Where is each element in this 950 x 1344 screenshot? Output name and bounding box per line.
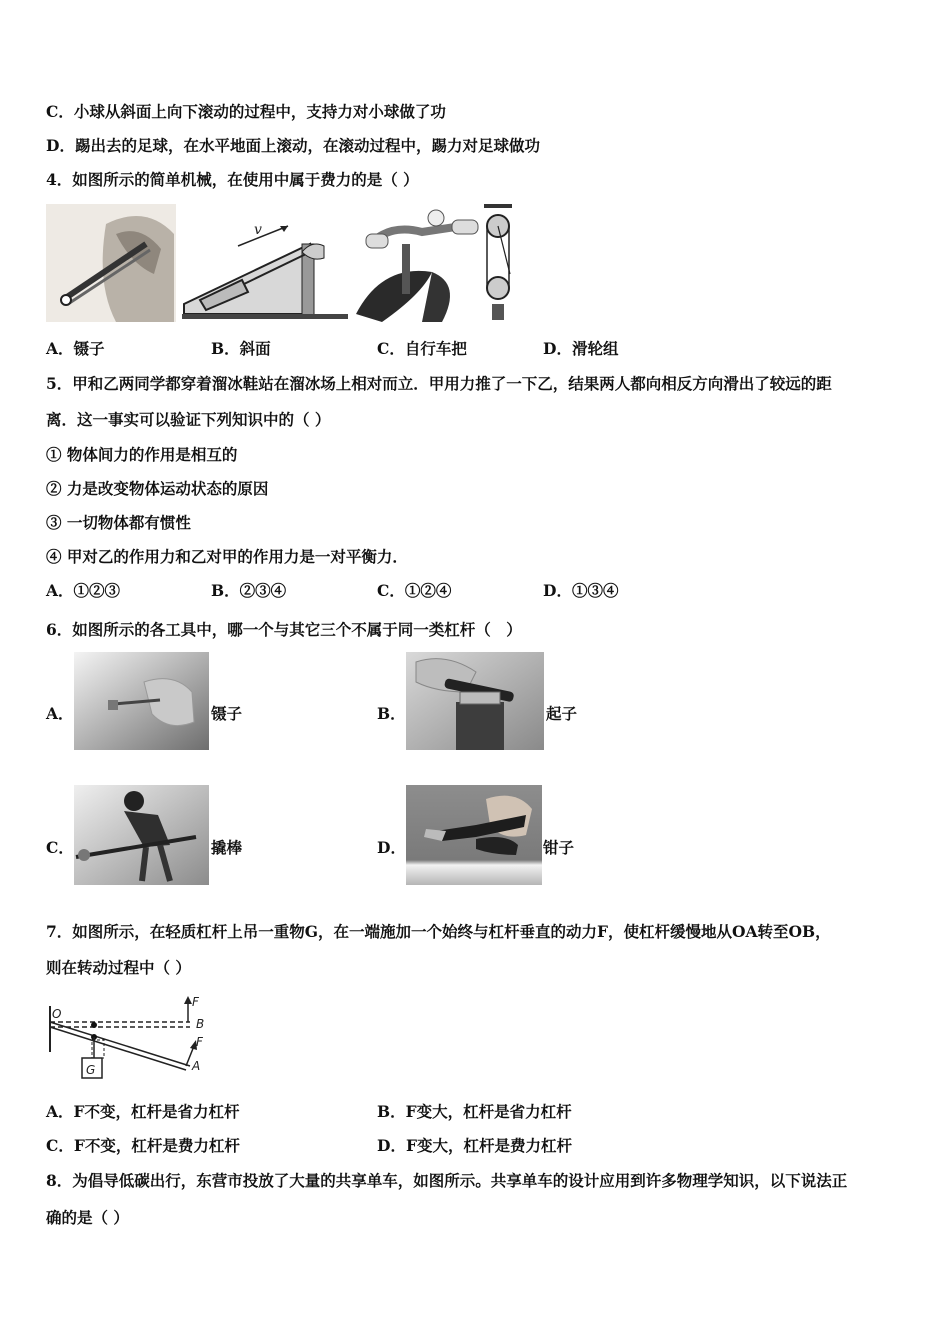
q5-option-d: D．①③④ [543,581,619,600]
q6-option-d-letter: D． [377,838,406,857]
q5-statement-4: ④ 甲对乙的作用力和乙对甲的作用力是一对平衡力． [46,547,408,566]
q6-option-b-name: 起子 [546,704,578,723]
q3-option-d: D．踢出去的足球，在水平地面上滚动，在滚动过程中，踢力对足球做功 [46,136,540,155]
q3-option-c: C．小球从斜面上向下滚动的过程中，支持力对小球做了功 [46,102,446,121]
force-f-label-top: F [192,995,199,1009]
q6-pliers-photo [406,785,542,885]
q8-stem-line1: 8．为倡导低碳出行，东营市投放了大量的共享单车，如图所示。共享单车的设计应用到许多物理学知识，以下说法正 [46,1171,848,1190]
q6-tweezers-photo [74,652,209,750]
q6-option-a-letter: A． [46,704,74,723]
q4-option-d: D．滑轮组 [543,339,619,358]
q6-option-c-name: 撬棒 [211,838,243,857]
tweezers-image [46,204,176,322]
bike-handle-image [352,204,482,322]
q7-option-d: D．F变大，杠杆是费力杠杆 [377,1136,572,1155]
point-a-label: A [192,1059,201,1073]
point-b-label: B [196,1017,205,1031]
q5-option-a: A．①②③ [46,581,121,600]
lever-diagram [46,994,212,1082]
q5-stem-line1: 5．甲和乙两同学都穿着溜冰鞋站在溜冰场上相对而立．甲用力推了一下乙，结果两人都向相反方向滑出了较远的距 [46,374,832,393]
point-o-label: O [52,1007,62,1021]
q5-statement-1: ① 物体间力的作用是相互的 [46,445,238,464]
q6-crowbar-photo [74,785,209,885]
q4-option-b: B．斜面 [211,339,271,358]
q5-option-b: B．②③④ [211,581,287,600]
q6-option-d-name: 钳子 [543,838,575,857]
velocity-label: v [254,222,262,238]
q6-option-b-letter: B． [377,704,406,723]
q6-opener-photo [406,652,544,750]
q7-option-a: A．F不变，杠杆是省力杠杆 [46,1102,240,1121]
q5-statement-2: ② 力是改变物体运动状态的原因 [46,479,269,498]
q5-statement-3: ③ 一切物体都有惯性 [46,513,191,532]
q4-option-c: C．自行车把 [377,339,467,358]
q7-option-c: C．F不变，杠杆是费力杠杆 [46,1136,240,1155]
q5-stem-line2: 离．这一事实可以验证下列知识中的（ ） [46,410,331,429]
q7-stem-line1: 7．如图所示，在轻质杠杆上吊一重物G，在一端施加一个始终与杠杆垂直的动力F，使杠杆缓慢地从OA转至OB， [46,922,831,941]
pulley-image [480,204,516,322]
q5-option-c: C．①②④ [377,581,452,600]
q6-option-c-letter: C． [46,838,74,857]
q4-option-a: A．镊子 [46,339,105,358]
q6-option-a-name: 镊子 [211,704,243,723]
q7-option-b: B．F变大，杠杆是省力杠杆 [377,1102,572,1121]
q8-stem-line2: 确的是（ ） [46,1208,129,1227]
incline-image [180,204,350,322]
force-f-label-bottom: F [196,1035,203,1049]
q6-stem: 6．如图所示的各工具中，哪一个与其它三个不属于同一类杠杆（ ） [46,620,522,639]
q4-stem: 4．如图所示的简单机械，在使用中属于费力的是（ ） [46,170,419,189]
weight-g-label: G [86,1063,96,1077]
q7-stem-line2: 则在转动过程中（ ） [46,958,191,977]
